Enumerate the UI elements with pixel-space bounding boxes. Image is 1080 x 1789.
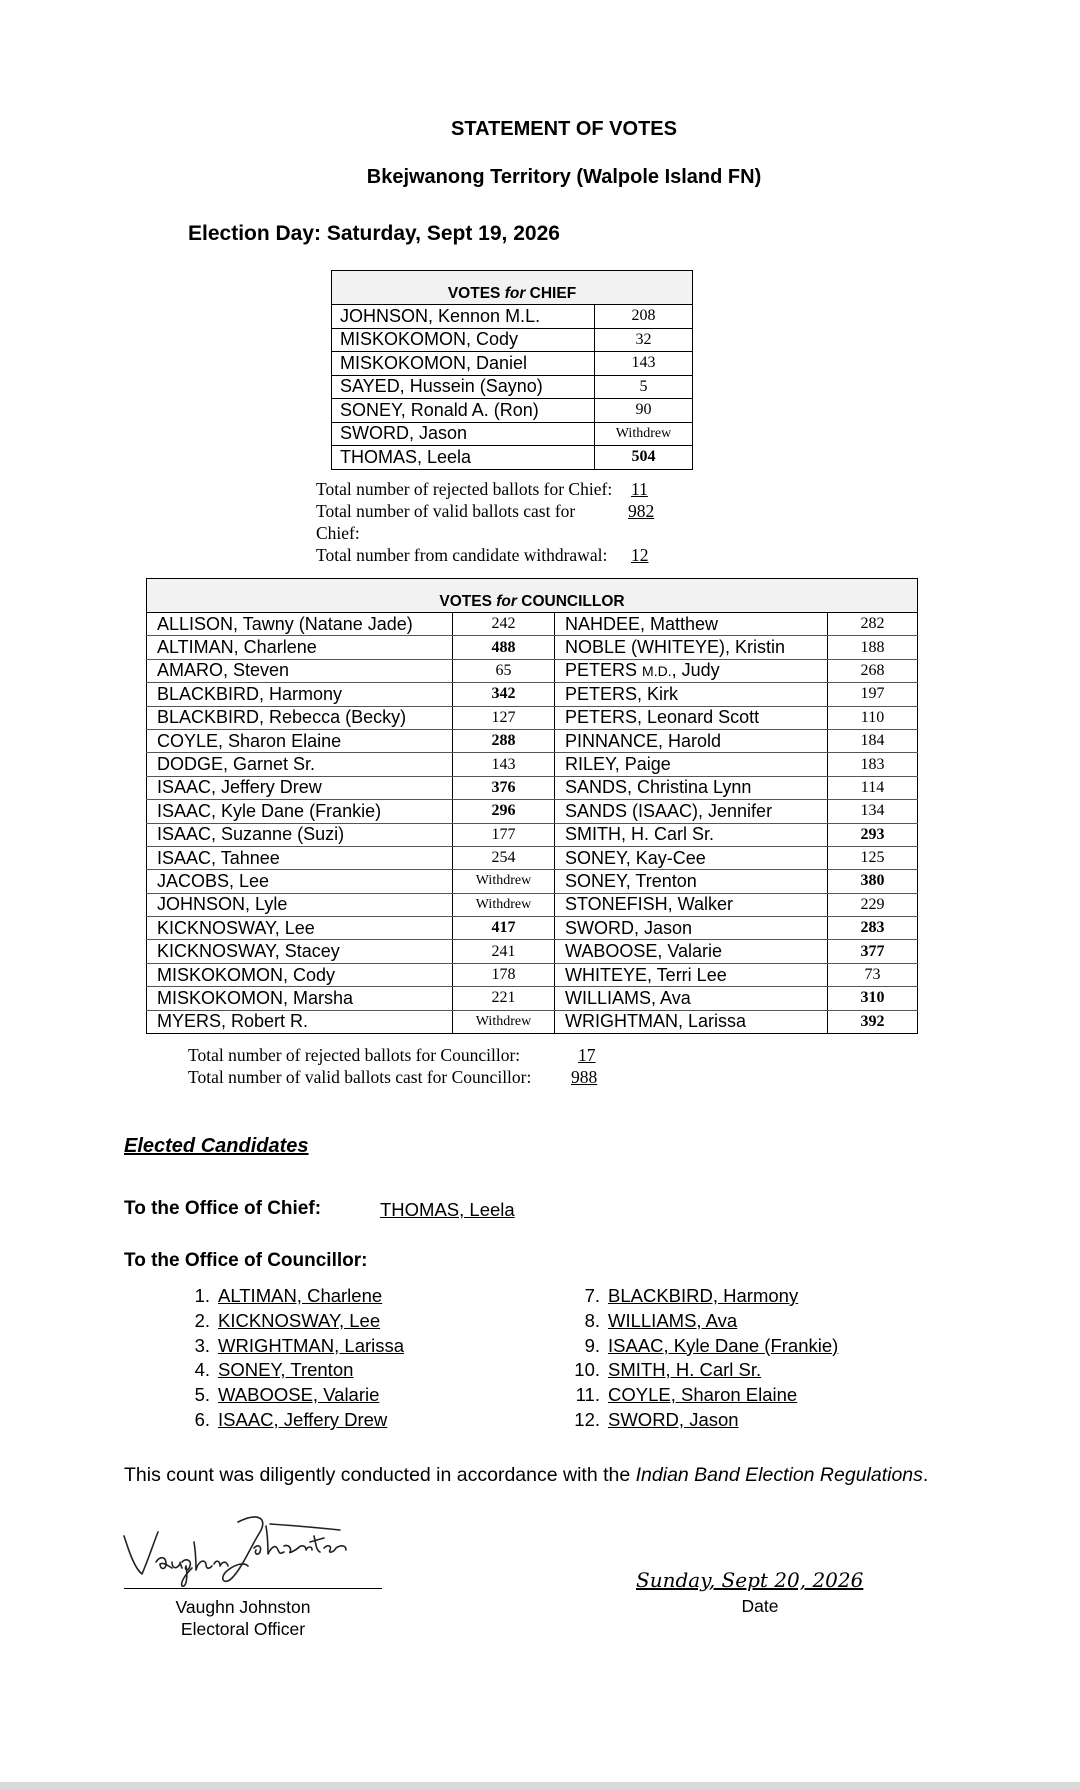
statement-text: This count was diligently conducted in accordance with the Indian Band Election Regulations. (124, 1464, 929, 1486)
chief-votes-table (331, 270, 693, 470)
officer-title: Electoral Officer (180, 1619, 306, 1639)
councillor-candidate-name: ALTIMAN, Charlene (147, 636, 453, 659)
election-day: Election Day: Saturday, Sept 19, 2026 (188, 222, 560, 245)
elected-councillor-item (170, 1408, 404, 1433)
councillor-candidate-name: BLACKBIRD, Harmony (147, 683, 453, 706)
elected-councillor-item (560, 1284, 838, 1309)
councillor-row (147, 659, 918, 682)
chief-candidate-votes: 32 (595, 328, 693, 352)
councillor-candidate-votes: 377 (828, 940, 918, 963)
elected-councillor-name: ALTIMAN, Charlene (218, 1285, 383, 1306)
councillor-votes-table (146, 578, 918, 1034)
councillor-candidate-votes: 143 (453, 753, 555, 776)
councillor-row (147, 987, 918, 1010)
chief-valid-value: 982 (628, 501, 655, 521)
councillor-candidate-name: SMITH, H. Carl Sr. (555, 823, 828, 846)
elected-councillors-list-right (560, 1284, 838, 1433)
councillor-candidate-votes: 65 (453, 659, 555, 682)
councillor-candidate-name: KICKNOSWAY, Stacey (147, 940, 453, 963)
elected-councillor-item (170, 1358, 404, 1383)
councillor-candidate-name: ISAAC, Jeffery Drew (147, 776, 453, 799)
chief-candidate-votes: 208 (595, 305, 693, 329)
chief-valid-label: Total number of valid ballots cast for Chief: (316, 501, 576, 543)
elected-candidates-heading: Elected Candidates (124, 1135, 309, 1157)
councillor-candidate-votes: 188 (828, 636, 918, 659)
councillor-candidate-name: SONEY, Kay-Cee (555, 846, 828, 869)
councillor-candidate-votes: 114 (828, 776, 918, 799)
councillor-row (147, 800, 918, 823)
councillor-rejected-value: 17 (578, 1045, 596, 1065)
councillor-valid-label: Total number of valid ballots cast for Councillor: (188, 1067, 532, 1087)
chief-withdrawal-label: Total number from candidate withdrawal: (316, 545, 608, 565)
councillor-candidate-votes: Withdrew (453, 893, 555, 916)
councillor-candidate-votes: 127 (453, 706, 555, 729)
signature-drawing (120, 1508, 380, 1590)
councillor-candidate-name: ALLISON, Tawny (Natane Jade) (147, 613, 453, 636)
bottom-edge-bar (0, 1782, 1080, 1789)
councillor-row (147, 940, 918, 963)
chief-candidate-votes: 504 (595, 446, 693, 470)
councillor-candidate-votes: 488 (453, 636, 555, 659)
councillor-row (147, 613, 918, 636)
councillor-candidate-votes: 242 (453, 613, 555, 636)
councillor-candidate-name: SONEY, Trenton (555, 870, 828, 893)
elected-number: 2. (194, 1309, 210, 1331)
elected-councillor-name: SWORD, Jason (608, 1408, 739, 1430)
elected-number: 4. (194, 1359, 210, 1381)
councillor-candidate-votes: 177 (453, 823, 555, 846)
councillor-candidate-name: PETERS M.D., Judy (555, 659, 828, 682)
councillor-candidate-name: WHITEYE, Terri Lee (555, 963, 828, 986)
chief-candidate-name: JOHNSON, Kennon M.L. (332, 305, 595, 329)
elected-councillor-item (170, 1309, 404, 1334)
elected-councillor-name: COYLE, Sharon Elaine (608, 1384, 798, 1406)
elected-number: 10. (574, 1359, 600, 1381)
page-subtitle: Bkejwanong Territory (Walpole Island FN) (366, 166, 762, 188)
councillor-candidate-votes: 282 (828, 613, 918, 636)
chief-row (332, 399, 693, 423)
elected-number: 1. (194, 1285, 210, 1306)
councillor-candidate-votes: 241 (453, 940, 555, 963)
councillor-candidate-votes: 342 (453, 683, 555, 706)
signature (120, 1508, 380, 1595)
councillor-candidate-votes: 380 (828, 870, 918, 893)
elected-councillors-list-left (170, 1284, 404, 1433)
councillor-candidate-votes: 310 (828, 987, 918, 1010)
councillor-candidate-votes: 184 (828, 729, 918, 752)
councillor-candidate-votes: 283 (828, 917, 918, 940)
councillor-candidate-votes: 73 (828, 963, 918, 986)
elected-councillor-item (560, 1383, 838, 1408)
elected-number: 11. (575, 1384, 600, 1406)
councillor-row (147, 729, 918, 752)
councillor-candidate-name: SANDS, Christina Lynn (555, 776, 828, 799)
councillor-candidate-name: WRIGHTMAN, Larissa (555, 1010, 828, 1033)
chief-candidate-name: THOMAS, Leela (332, 446, 595, 470)
councillor-candidate-votes: 183 (828, 753, 918, 776)
elected-councillor-name: ISAAC, Kyle Dane (Frankie) (608, 1334, 839, 1356)
chief-rejected-label: Total number of rejected ballots for Chief: (316, 479, 613, 499)
councillor-candidate-name: PETERS, Kirk (555, 683, 828, 706)
chief-table-header: VOTES for CHIEF (332, 271, 693, 305)
date-label: Date (741, 1596, 779, 1616)
councillor-candidate-votes: 376 (453, 776, 555, 799)
councillor-candidate-votes: 254 (453, 846, 555, 869)
councillor-candidate-votes: 268 (828, 659, 918, 682)
elected-number: 5. (194, 1384, 210, 1406)
councillor-candidate-votes: 417 (453, 917, 555, 940)
office-councillor-label: To the Office of Councillor: (124, 1250, 368, 1271)
councillor-candidate-name: STONEFISH, Walker (555, 893, 828, 916)
officer-block (124, 1596, 362, 1640)
officer-name: Vaughn Johnston (175, 1597, 311, 1617)
chief-withdrawal-value: 12 (631, 545, 649, 565)
councillor-row (147, 823, 918, 846)
elected-number: 3. (194, 1334, 210, 1356)
elected-councillor-item (170, 1334, 404, 1359)
councillor-candidate-votes: 296 (453, 800, 555, 823)
elected-councillor-name: WILLIAMS, Ava (608, 1309, 738, 1331)
regulation-name: Indian Band Election Regulations (635, 1464, 923, 1486)
councillor-row (147, 776, 918, 799)
councillor-candidate-votes: 197 (828, 683, 918, 706)
signature-line (124, 1588, 382, 1589)
chief-row (332, 305, 693, 329)
chief-candidate-name: SONEY, Ronald A. (Ron) (332, 399, 595, 423)
councillor-row (147, 846, 918, 869)
office-chief-label: To the Office of Chief: (124, 1198, 322, 1219)
councillor-candidate-name: NOBLE (WHITEYE), Kristin (555, 636, 828, 659)
councillor-candidate-name: JOHNSON, Lyle (147, 893, 453, 916)
councillor-candidate-votes: Withdrew (453, 1010, 555, 1033)
elected-councillor-item (170, 1284, 404, 1309)
councillor-candidate-votes: 110 (828, 706, 918, 729)
councillor-candidate-name: JACOBS, Lee (147, 870, 453, 893)
councillor-row (147, 1010, 918, 1033)
chief-row (332, 446, 693, 470)
elected-councillor-name: WABOOSE, Valarie (218, 1384, 380, 1406)
councillor-candidate-name: PINNANCE, Harold (555, 729, 828, 752)
councillor-candidate-votes: 178 (453, 963, 555, 986)
councillor-candidate-name: BLACKBIRD, Rebecca (Becky) (147, 706, 453, 729)
chief-row (332, 328, 693, 352)
chief-candidate-name: MISKOKOMON, Daniel (332, 352, 595, 376)
elected-councillor-name: SMITH, H. Carl Sr. (608, 1359, 762, 1381)
elected-councillor-item (170, 1383, 404, 1408)
elected-councillor-item (560, 1358, 838, 1383)
councillor-candidate-name: SANDS (ISAAC), Jennifer (555, 800, 828, 823)
councillor-candidate-name: AMARO, Steven (147, 659, 453, 682)
chief-candidate-votes: 143 (595, 352, 693, 376)
chief-row (332, 375, 693, 399)
chief-candidate-name: SAYED, Hussein (Sayno) (332, 375, 595, 399)
councillor-candidate-name: ISAAC, Suzanne (Suzi) (147, 823, 453, 846)
chief-candidate-name: MISKOKOMON, Cody (332, 328, 595, 352)
chief-candidate-votes: 5 (595, 375, 693, 399)
councillor-candidate-name: KICKNOSWAY, Lee (147, 917, 453, 940)
councillor-row (147, 753, 918, 776)
councillor-table-header: VOTES for COUNCILLOR (147, 579, 918, 613)
councillor-candidate-name: DODGE, Garnet Sr. (147, 753, 453, 776)
elected-councillor-name: SONEY, Trenton (218, 1359, 354, 1381)
councillor-candidate-votes: 293 (828, 823, 918, 846)
councillor-row (147, 683, 918, 706)
councillor-candidate-name: PETERS, Leonard Scott (555, 706, 828, 729)
councillor-valid-value: 988 (571, 1067, 598, 1087)
councillor-candidate-votes: 134 (828, 800, 918, 823)
elected-councillor-item (560, 1334, 838, 1359)
councillor-candidate-name: WABOOSE, Valarie (555, 940, 828, 963)
councillor-candidate-name: SWORD, Jason (555, 917, 828, 940)
councillor-candidate-name: COYLE, Sharon Elaine (147, 729, 453, 752)
councillor-candidate-name: ISAAC, Tahnee (147, 846, 453, 869)
councillor-row (147, 917, 918, 940)
councillor-row (147, 706, 918, 729)
elected-councillor-name: KICKNOSWAY, Lee (218, 1309, 381, 1331)
chief-row (332, 352, 693, 376)
councillor-candidate-name: MYERS, Robert R. (147, 1010, 453, 1033)
chief-row (332, 422, 693, 446)
elected-councillor-name: ISAAC, Jeffery Drew (218, 1408, 388, 1430)
councillor-candidate-name: RILEY, Paige (555, 753, 828, 776)
page-title: STATEMENT OF VOTES (451, 118, 677, 140)
elected-number: 6. (194, 1408, 210, 1430)
councillor-candidate-votes: 229 (828, 893, 918, 916)
chief-rejected-value: 11 (631, 479, 648, 499)
elected-number: 8. (584, 1309, 600, 1331)
elected-councillor-item (560, 1309, 838, 1334)
elected-councillor-item (560, 1408, 838, 1433)
councillor-rejected-label: Total number of rejected ballots for Councillor: (188, 1045, 521, 1065)
councillor-candidate-votes: Withdrew (453, 870, 555, 893)
councillor-row (147, 963, 918, 986)
councillor-row (147, 870, 918, 893)
councillor-candidate-name: WILLIAMS, Ava (555, 987, 828, 1010)
councillor-row (147, 893, 918, 916)
signed-date: Sunday, Sept 20, 2026 (636, 1568, 864, 1592)
councillor-candidate-votes: 221 (453, 987, 555, 1010)
chief-candidate-votes: 90 (595, 399, 693, 423)
councillor-candidate-votes: 288 (453, 729, 555, 752)
chief-candidate-name: SWORD, Jason (332, 422, 595, 446)
councillor-candidate-name: MISKOKOMON, Marsha (147, 987, 453, 1010)
elected-councillor-name: BLACKBIRD, Harmony (608, 1285, 799, 1306)
elected-number: 12. (574, 1408, 600, 1430)
chief-candidate-votes: Withdrew (595, 422, 693, 446)
councillor-candidate-name: ISAAC, Kyle Dane (Frankie) (147, 800, 453, 823)
councillor-candidate-votes: 125 (828, 846, 918, 869)
councillor-totals (188, 1044, 648, 1088)
councillor-candidate-votes: 392 (828, 1010, 918, 1033)
councillor-row (147, 636, 918, 659)
councillor-candidate-name: NAHDEE, Matthew (555, 613, 828, 636)
elected-number: 7. (584, 1285, 600, 1306)
elected-councillor-name: WRIGHTMAN, Larissa (218, 1334, 405, 1356)
elected-chief-name: THOMAS, Leela (380, 1199, 515, 1220)
elected-number: 9. (584, 1334, 600, 1356)
chief-totals (316, 478, 736, 566)
councillor-candidate-name: MISKOKOMON, Cody (147, 963, 453, 986)
